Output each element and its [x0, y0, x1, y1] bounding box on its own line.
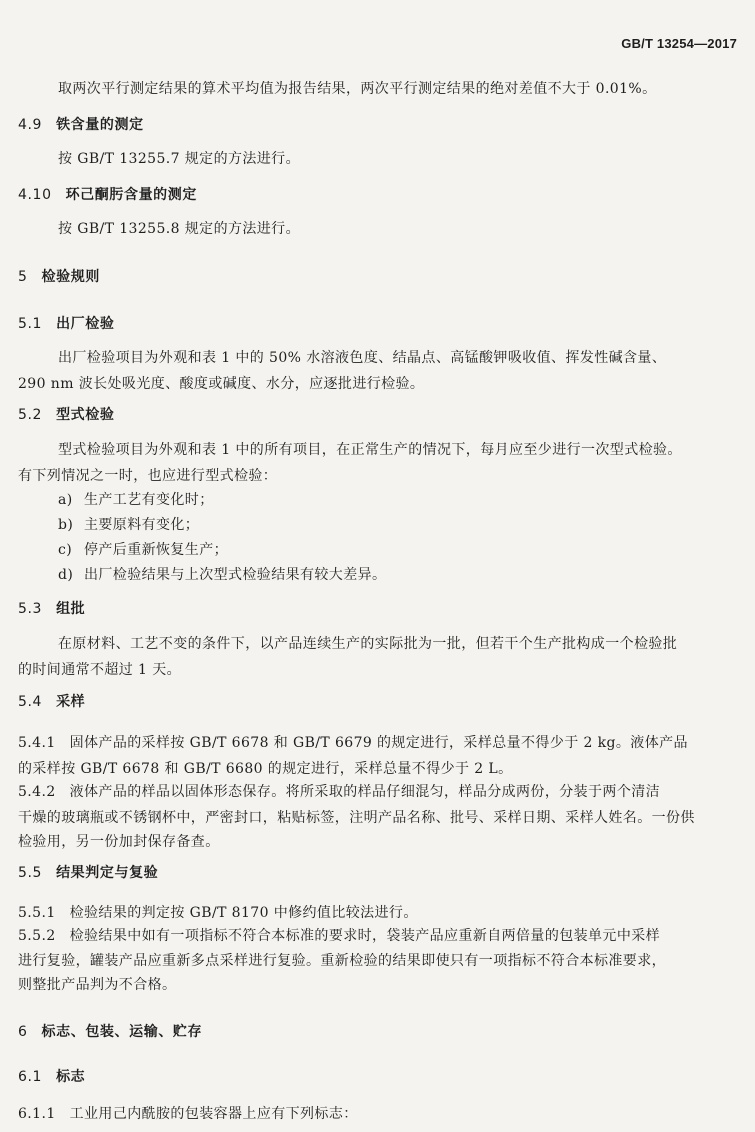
section-title: 检验规则 [41, 269, 100, 285]
list-item [58, 487, 214, 513]
clause-5-4-1-line1 [18, 730, 688, 756]
clause-5-5-2-line3: 则整批产品判为不合格。 [18, 977, 177, 993]
paragraph-5-1-line2: 290 nm 波长处吸光度、酸度或碱度、水分，应逐批进行检验。 [18, 376, 425, 392]
clause-text: 工业用己内酰胺的包装容器上应有下列标志： [69, 1106, 358, 1122]
clause-number: 6.1.1 [18, 1106, 56, 1122]
list-item-text: 出厂检验结果与上次型式检验结果有较大差异。 [84, 567, 387, 583]
clause-text: 固体产品的采样按 GB/T 6678 和 GB/T 6679 的规定进行，采样总量不得少于 2 kg。液体产品 [69, 735, 688, 751]
clause-5-5-2-line1 [18, 923, 660, 949]
clause-number: 5.5.2 [18, 928, 56, 944]
section-number: 5.2 [18, 407, 43, 423]
section-number: 6.1 [18, 1069, 43, 1085]
section-title: 型式检验 [56, 407, 115, 423]
list-item-letter: a) [58, 492, 73, 508]
clause-text: 检验结果中如有一项指标不符合本标准的要求时，袋装产品应重新自两倍量的包装单元中采样 [69, 928, 661, 944]
section-4-9-heading [18, 115, 144, 135]
section-number: 5.3 [18, 601, 43, 617]
list-item-letter: c) [58, 542, 73, 558]
paragraph-4-8-tail: 取两次平行测定结果的算术平均值为报告结果，两次平行测定结果的绝对差值不大于 0.01%。 [58, 81, 657, 97]
clause-5-4-2-line1 [18, 779, 660, 805]
clause-5-4-2-line2: 干燥的玻璃瓶或不锈钢杯中，严密封口，粘贴标签，注明产品名称、批号、采样日期、采样人姓名。一份供 [18, 810, 695, 826]
paragraph-5-3-line1: 在原材料、工艺不变的条件下，以产品连续生产的实际批为一批，但若干个生产批构成一个检验批 [58, 636, 678, 652]
list-item-letter: b) [58, 517, 74, 533]
section-5-5-heading [18, 863, 158, 883]
clause-text: 液体产品的样品以固体形态保存。将所采取的样品仔细混匀，样品分成两份，分装于两个清洁 [69, 784, 661, 800]
section-4-10-heading [18, 185, 197, 205]
paragraph-5-1-line1: 出厂检验项目为外观和表 1 中的 50% 水溶液色度、结晶点、高锰酸钾吸收值、挥发性碱含量、 [58, 350, 667, 366]
section-number: 4.9 [18, 117, 43, 133]
section-5-4-heading [18, 692, 85, 712]
section-number: 5.1 [18, 316, 43, 332]
clause-5-4-1-line2: 的采样按 GB/T 6678 和 GB/T 6680 的规定进行，采样总量不得少于 2 L。 [18, 761, 513, 777]
clause-5-4-2-line3: 检验用，另一份加封保存备查。 [18, 834, 220, 850]
section-number: 6 [18, 1024, 28, 1040]
section-title: 标志、包装、运输、贮存 [41, 1024, 203, 1040]
section-6-1-heading [18, 1067, 85, 1087]
clause-number: 5.4.1 [18, 735, 56, 751]
clause-text: 检验结果的判定按 GB/T 8170 中修约值比较法进行。 [69, 905, 418, 921]
clause-5-5-2-line2: 进行复验，罐装产品应重新多点采样进行复验。重新检验的结果即使只有一项指标不符合本标准要求， [18, 953, 666, 969]
list-item-text: 生产工艺有变化时； [84, 492, 214, 508]
paragraph-5-2-line1: 型式检验项目为外观和表 1 中的所有项目，在正常生产的情况下，每月应至少进行一次型式检验。 [58, 442, 682, 458]
list-item [58, 562, 386, 588]
paragraph-5-3-line2: 的时间通常不超过 1 天。 [18, 662, 182, 678]
section-title: 结果判定与复验 [56, 865, 159, 881]
standard-code: GB/T 13254—2017 [621, 36, 737, 51]
section-number: 5.4 [18, 694, 43, 710]
list-item-text: 停产后重新恢复生产； [84, 542, 228, 558]
list-item-text: 主要原料有变化； [84, 517, 200, 533]
section-5-2-heading [18, 405, 114, 425]
section-5-heading [18, 267, 100, 287]
list-item [58, 537, 228, 563]
paragraph-4-10: 按 GB/T 13255.8 规定的方法进行。 [58, 221, 300, 237]
section-number: 5 [18, 269, 28, 285]
clause-number: 5.5.1 [18, 905, 56, 921]
section-title: 出厂检验 [56, 316, 115, 332]
section-title: 标志 [56, 1069, 86, 1085]
section-6-heading [18, 1022, 202, 1042]
list-item [58, 512, 199, 538]
section-title: 铁含量的测定 [56, 117, 144, 133]
section-title: 组批 [56, 601, 86, 617]
section-5-3-heading [18, 599, 85, 619]
list-item-letter: d) [58, 567, 74, 583]
clause-6-1-1-line1 [18, 1101, 358, 1127]
clause-number: 5.4.2 [18, 784, 56, 800]
paragraph-4-9: 按 GB/T 13255.7 规定的方法进行。 [58, 151, 300, 167]
paragraph-5-2-line2: 有下列情况之一时，也应进行型式检验： [18, 468, 278, 484]
section-number: 4.10 [18, 187, 52, 203]
section-title: 采样 [56, 694, 86, 710]
section-number: 5.5 [18, 865, 43, 881]
section-5-1-heading [18, 314, 114, 334]
section-title: 环己酮肟含量的测定 [65, 187, 197, 203]
